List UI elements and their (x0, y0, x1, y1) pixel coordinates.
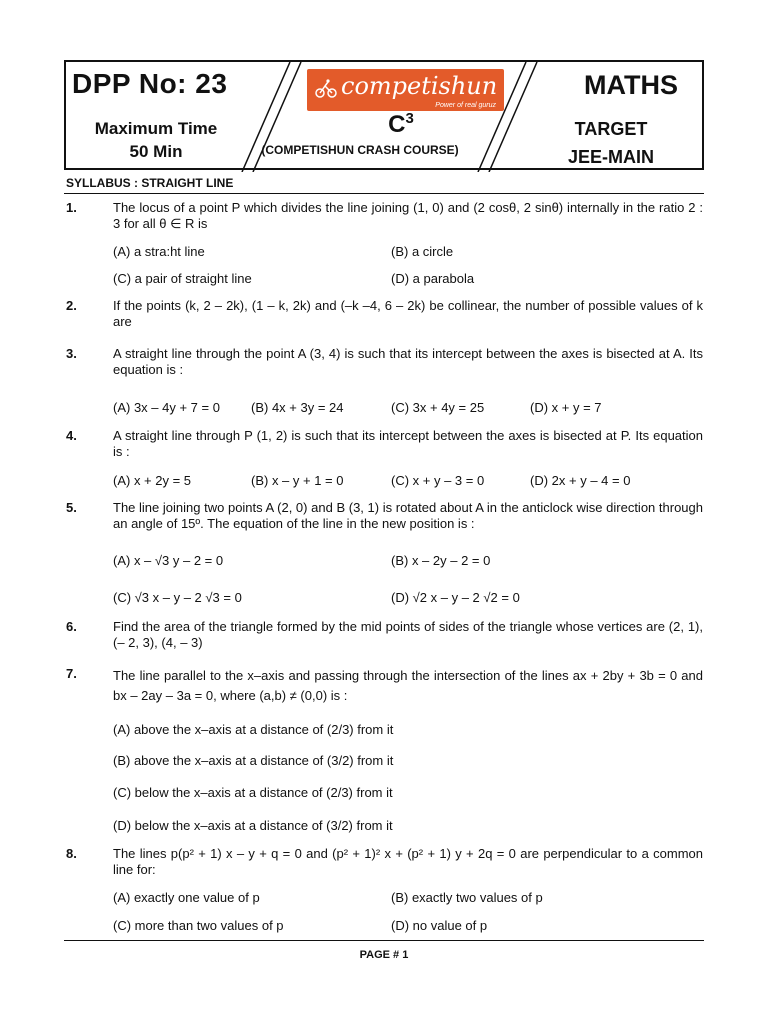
option-b: (B) x – 2y – 2 = 0 (391, 553, 491, 568)
question-number: 2. (66, 298, 77, 313)
subject-title: MATHS (584, 70, 678, 100)
option-d: (D) √2 x – y – 2 √2 = 0 (391, 590, 520, 605)
question-text: The locus of a point P which divides the line joining (1, 0) and (2 cosθ, 2 sinθ) internally in the ratio 2 : 3 for all θ ∈ R is (113, 200, 703, 231)
target-line2: JEE-MAIN (567, 147, 654, 167)
option-a: (A) x + 2y = 5 (113, 473, 192, 488)
option-c: (C) √3 x – y – 2 √3 = 0 (113, 590, 242, 605)
question-number: 3. (66, 346, 77, 361)
target-exam (536, 115, 686, 171)
brand-tagline: Power of real guruz (435, 102, 496, 109)
question-text: The lines p(p² + 1) x – y + q = 0 and (p² + 1)² x + (p² + 1) y + 2q = 0 are perpendicular to a common line for: (113, 846, 703, 877)
option-c: (C) x + y – 3 = 0 (391, 473, 485, 488)
brand-logo (307, 69, 504, 111)
option-c: (C) a pair of straight line (113, 271, 252, 286)
brand-name: competishun (341, 72, 498, 100)
question-text: Find the area of the triangle formed by the mid points of sides of the triangle whose vertices are (2, 1), (– 2, 3), (4, – 3) (113, 619, 703, 650)
option-d: (D) 2x + y – 4 = 0 (530, 473, 631, 488)
option-b: (B) 4x + 3y = 24 (251, 400, 344, 415)
option-c: (C) more than two values of p (113, 918, 284, 933)
cyclist-icon (315, 79, 337, 99)
option-b: (B) above the x–axis at a distance of (3/2) from it (113, 753, 394, 768)
option-a: (A) x – √3 y – 2 = 0 (113, 553, 224, 568)
option-a: (A) 3x – 4y + 7 = 0 (113, 400, 220, 415)
question-text: The line parallel to the x–axis and passing through the intersection of the lines ax + 2by + 3b = 0 and bx – 2ay – 3a = 0, where (a,b) ≠ (0,0) is : (113, 668, 703, 703)
header-box (64, 60, 704, 170)
question-number: 5. (66, 500, 77, 515)
max-time (76, 117, 236, 163)
divider-bottom (64, 940, 704, 941)
question-text: The line joining two points A (2, 0) and B (3, 1) is rotated about A in the anticlock wise direction through an angle of 15º. The equation of the line in the new position is : (113, 500, 703, 531)
option-d: (D) a parabola (391, 271, 475, 286)
option-a: (A) exactly one value of p (113, 890, 260, 905)
max-time-label: Maximum Time (94, 119, 218, 138)
option-d: (D) no value of p (391, 918, 488, 933)
syllabus: SYLLABUS : STRAIGHT LINE (66, 176, 234, 190)
question-number: 7. (66, 666, 77, 681)
question-number: 6. (66, 619, 77, 634)
course-code-letter: C (388, 111, 406, 138)
dpp-number: DPP No: 23 (72, 68, 228, 99)
question-number: 4. (66, 428, 77, 443)
question-number: 8. (66, 846, 77, 861)
course-code (356, 110, 446, 139)
option-c: (C) 3x + 4y = 25 (391, 400, 485, 415)
question-number: 1. (66, 200, 77, 215)
question-text: A straight line through P (1, 2) is such that its intercept between the axes is bisected at P. Its equation is : (113, 428, 703, 459)
max-time-value: 50 Min (129, 142, 183, 161)
option-b: (B) exactly two values of p (391, 890, 543, 905)
option-a: (A) a stra:ht line (113, 244, 205, 259)
page-number: PAGE # 1 (359, 949, 409, 961)
target-line1: TARGET (574, 119, 648, 139)
question-text: A straight line through the point A (3, 4) is such that its intercept between the axes is bisected at A. Its equation is : (113, 346, 703, 377)
option-d: (D) x + y = 7 (530, 400, 602, 415)
option-c: (C) below the x–axis at a distance of (2/3) from it (113, 785, 393, 800)
question-text: If the points (k, 2 – 2k), (1 – k, 2k) and (–k –4, 6 – 2k) be collinear, the number of possible values of k are (113, 298, 703, 329)
option-b: (B) a circle (391, 244, 454, 259)
course-name: (COMPETISHUN CRASH COURSE) (261, 143, 459, 157)
option-d: (D) below the x–axis at a distance of (3/2) from it (113, 818, 393, 833)
course-code-sup: 3 (405, 110, 414, 127)
option-b: (B) x – y + 1 = 0 (251, 473, 344, 488)
divider-top (64, 193, 704, 194)
option-a: (A) above the x–axis at a distance of (2/3) from it (113, 722, 394, 737)
